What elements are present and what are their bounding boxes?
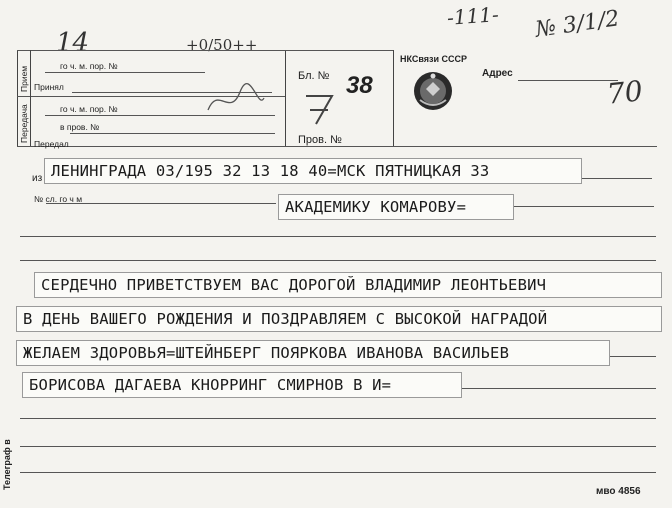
transmission-route-row: в пров. № <box>60 122 100 132</box>
handwritten-mark-top: -111- <box>446 2 500 30</box>
reception-time-row: го ч. м. пор. № <box>60 61 118 71</box>
handwritten-scribble <box>200 80 270 120</box>
from-label: из <box>32 173 43 184</box>
blank-number-label: Бл. № <box>298 70 330 82</box>
label-peredacha: Передача <box>19 104 29 143</box>
side-label-telegraph: Телеграф в <box>2 439 12 490</box>
handwritten-number-top-right: № 3/1/2 <box>533 6 621 43</box>
route-row: № сл. го ч м <box>34 194 83 204</box>
telegram-body-line-1: СЕРДЕЧНО ПРИВЕТСТВУЕМ ВАС ДОРОГОЙ ВЛАДИМИР ЛЕОНТЬЕВИЧ <box>34 272 662 298</box>
transmission-time-row: го ч. м. пор. № <box>60 104 118 114</box>
handwritten-scribble-left: 14 <box>56 28 90 58</box>
telegram-body-line-4: БОРИСОВА ДАГАЕВА КНОРРИНГ СМИРНОВ В И= <box>22 372 462 398</box>
handwritten-seventy: 70 <box>605 74 645 111</box>
telegram-body-line-3: ЖЕЛАЕМ ЗДОРОВЬЯ=ШТЕЙНБЕРГ ПОЯРКОВА ИВАНОВА ВАСИЛЬЕВ <box>16 340 610 366</box>
blank-number: 38 <box>346 72 373 99</box>
agency-name: НКСвязи СССР <box>400 54 468 64</box>
label-prinyal: Принял <box>34 82 64 92</box>
telegram-body-line-2: В ДЕНЬ ВАШЕГО РОЖДЕНИЯ И ПОЗДРАВЛЯЕМ С ВЫСОКОЙ НАГРАДОЙ <box>16 306 662 332</box>
handwritten-fraction: +0/50++ <box>186 36 258 54</box>
address-label: Адрес <box>482 68 513 79</box>
ussr-emblem-icon <box>412 70 454 112</box>
addressee-line: АКАДЕМИКУ КОМАРОВУ= <box>278 194 514 220</box>
telegram-header-line: ЛЕНИНГРАДА 03/195 32 13 18 40=МСК ПЯТНИЦКАЯ 33 <box>44 158 582 184</box>
label-priem: Прием <box>19 65 29 92</box>
handwritten-seven <box>302 90 342 130</box>
label-peredal: Передал <box>34 139 69 149</box>
form-code: мво 4856 <box>596 486 641 497</box>
check-number-label: Пров. № <box>298 134 342 146</box>
